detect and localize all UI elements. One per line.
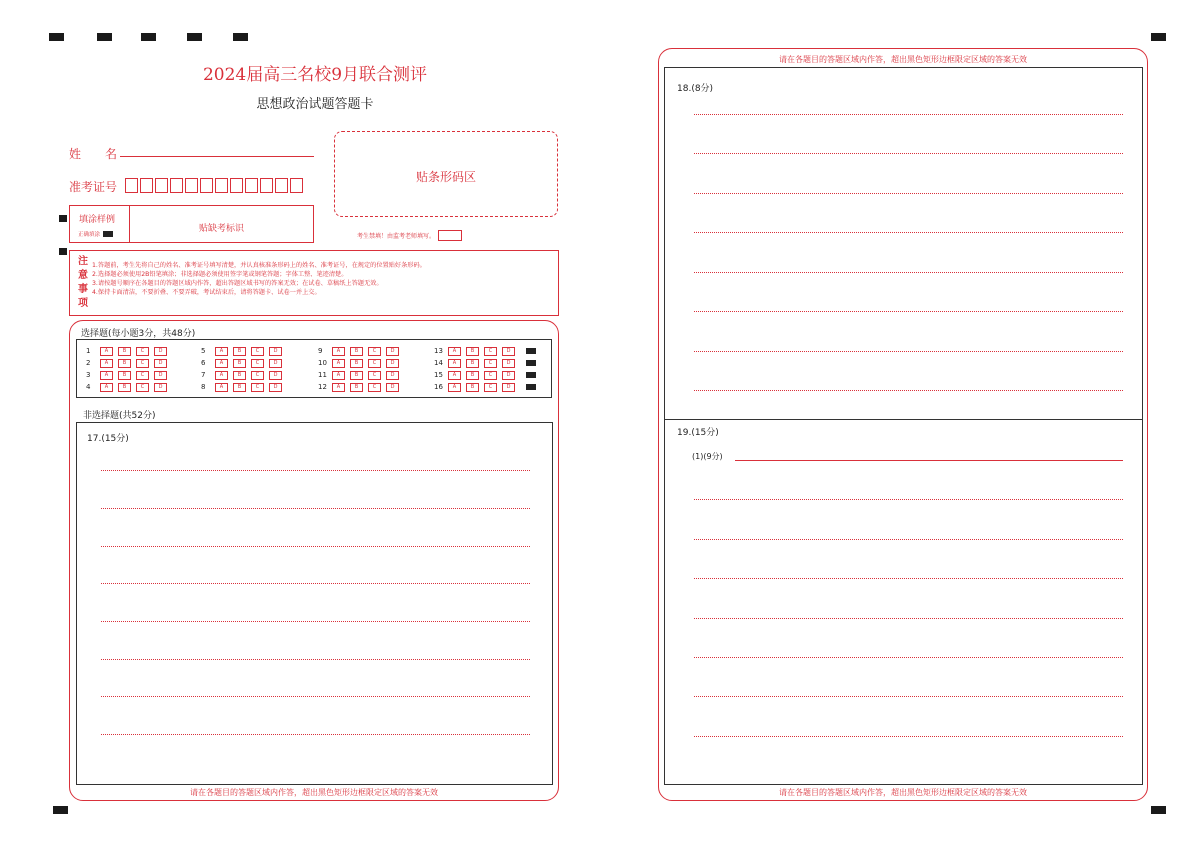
option-bubble[interactable]: A xyxy=(448,371,461,380)
option-bubble[interactable]: D xyxy=(386,359,399,368)
option-bubble[interactable]: C xyxy=(368,371,381,380)
choice-row xyxy=(434,382,536,392)
answer-line[interactable] xyxy=(101,583,530,584)
fill-sample-label: 填涂样例 xyxy=(79,215,116,225)
choice-row xyxy=(434,346,536,356)
id-cell[interactable] xyxy=(140,178,153,193)
option-bubble[interactable]: A xyxy=(100,383,113,392)
choice-row xyxy=(86,382,172,392)
registration-mark xyxy=(1151,33,1166,41)
timing-mark xyxy=(526,360,536,366)
option-bubble[interactable]: D xyxy=(269,383,282,392)
option-bubble[interactable]: A xyxy=(448,383,461,392)
choice-row xyxy=(318,370,404,380)
option-bubble[interactable]: D xyxy=(154,347,167,356)
registration-mark xyxy=(141,33,156,41)
notice-line: 4.保持卡面清洁，不要折叠、不要弄破，考试结束后，请将答题卡、试卷一并上交。 xyxy=(92,289,321,296)
question-number: 4 xyxy=(86,383,91,391)
choice-row xyxy=(318,346,404,356)
question-number: 9 xyxy=(318,347,323,355)
option-bubble[interactable]: B xyxy=(466,347,479,356)
answer-line[interactable] xyxy=(694,657,1123,658)
option-bubble[interactable]: B xyxy=(233,371,246,380)
id-cell[interactable] xyxy=(155,178,168,193)
answer-line[interactable] xyxy=(694,351,1123,352)
choice-row xyxy=(86,358,172,368)
registration-mark xyxy=(53,806,68,814)
notice-heading-char: 注 xyxy=(78,256,88,267)
absent-note-text: 考生禁填！由监考老师填写。 xyxy=(357,233,436,240)
q19-sub1-label: (1)(9分) xyxy=(692,452,723,461)
answer-line[interactable] xyxy=(694,272,1123,273)
option-bubble[interactable]: A xyxy=(332,383,345,392)
option-bubble[interactable]: A xyxy=(448,347,461,356)
name-label: 姓 名 xyxy=(69,147,118,161)
answer-line[interactable] xyxy=(101,696,530,697)
choice-row xyxy=(86,370,172,380)
option-bubble[interactable]: B xyxy=(118,359,131,368)
correct-fill-label xyxy=(78,230,113,238)
timing-mark xyxy=(526,372,536,378)
option-bubble[interactable]: B xyxy=(233,347,246,356)
answer-line[interactable] xyxy=(694,696,1123,697)
answer-line[interactable] xyxy=(101,659,530,660)
fill-sample-box xyxy=(69,205,314,243)
option-bubble[interactable]: D xyxy=(154,371,167,380)
option-bubble[interactable]: C xyxy=(368,347,381,356)
option-bubble[interactable]: D xyxy=(502,371,515,380)
filled-bubble-sample xyxy=(103,231,113,237)
q17-label: 17.(15分) xyxy=(87,434,129,444)
question-number: 3 xyxy=(86,371,91,379)
notice-heading xyxy=(78,255,90,311)
registration-mark xyxy=(187,33,202,41)
choice-row xyxy=(434,370,536,380)
registration-mark xyxy=(49,33,64,41)
answer-line[interactable] xyxy=(735,460,1123,461)
answer-line[interactable] xyxy=(694,311,1123,312)
option-bubble[interactable]: A xyxy=(332,347,345,356)
option-bubble[interactable]: A xyxy=(215,383,228,392)
option-bubble[interactable]: A xyxy=(215,359,228,368)
answer-line[interactable] xyxy=(101,508,530,509)
option-bubble[interactable]: A xyxy=(448,359,461,368)
option-bubble[interactable]: A xyxy=(332,359,345,368)
timing-mark xyxy=(526,348,536,354)
id-cell[interactable] xyxy=(125,178,138,193)
id-cell[interactable] xyxy=(170,178,183,193)
option-bubble[interactable]: A xyxy=(215,347,228,356)
option-bubble[interactable]: B xyxy=(233,383,246,392)
notice-line: 1.答题前，考生先将自己的姓名、准考证号填写清楚，并认真核准条形码上的姓名、准考证号，在规定的位置贴好条形码。 xyxy=(92,262,426,269)
notice-line: 2.选择题必须使用2B铅笔填涂；非选择题必须使用签字笔或钢笔答题；字体工整、笔迹清楚。 xyxy=(92,271,348,278)
question-number: 10 xyxy=(318,359,327,367)
option-bubble[interactable]: C xyxy=(136,371,149,380)
notice-box xyxy=(69,250,559,316)
choice-row xyxy=(201,358,287,368)
option-bubble[interactable]: C xyxy=(368,383,381,392)
option-bubble[interactable]: B xyxy=(466,359,479,368)
answer-line[interactable] xyxy=(101,621,530,622)
id-cells[interactable] xyxy=(125,178,305,193)
registration-mark xyxy=(1151,806,1166,814)
choice-row xyxy=(86,346,172,356)
option-bubble[interactable]: D xyxy=(386,371,399,380)
registration-mark xyxy=(59,215,67,222)
option-bubble[interactable]: B xyxy=(350,347,363,356)
option-bubble[interactable]: B xyxy=(118,347,131,356)
answer-line[interactable] xyxy=(694,232,1123,233)
notice-heading-char: 项 xyxy=(78,298,88,309)
barcode-area[interactable] xyxy=(334,131,558,217)
question-number: 14 xyxy=(434,359,443,367)
answer-line[interactable] xyxy=(694,736,1123,737)
choice-row xyxy=(318,358,404,368)
correct-fill-text: 正确填涂 xyxy=(78,232,101,238)
option-bubble[interactable]: A xyxy=(215,371,228,380)
option-bubble[interactable]: A xyxy=(100,359,113,368)
option-bubble[interactable]: D xyxy=(502,383,515,392)
option-bubble[interactable]: B xyxy=(466,371,479,380)
option-bubble[interactable]: C xyxy=(251,383,264,392)
answer-line[interactable] xyxy=(694,114,1123,115)
question-number: 13 xyxy=(434,347,443,355)
notice-heading-char: 事 xyxy=(78,284,88,295)
answer-line[interactable] xyxy=(101,546,530,547)
registration-mark xyxy=(59,248,67,255)
option-bubble[interactable]: B xyxy=(350,359,363,368)
left-footer-note: 请在各题目的答题区域内作答，超出黑色矩形边框限定区域的答案无效 xyxy=(190,788,438,797)
question-number: 7 xyxy=(201,371,206,379)
q19-label: 19.(15分) xyxy=(677,428,719,438)
card-subtitle: 思想政治试题答题卡 xyxy=(256,97,374,112)
question-number: 12 xyxy=(318,383,327,391)
option-bubble[interactable]: B xyxy=(118,371,131,380)
barcode-label: 贴条形码区 xyxy=(415,170,476,184)
choice-row xyxy=(201,382,287,392)
option-bubble[interactable]: C xyxy=(368,359,381,368)
right-header-note: 请在各题目的答题区域内作答，超出黑色矩形边框限定区域的答案无效 xyxy=(779,55,1027,64)
absent-note xyxy=(357,230,462,241)
question-number: 6 xyxy=(201,359,206,367)
option-bubble[interactable]: A xyxy=(100,347,113,356)
name-field[interactable] xyxy=(120,156,314,157)
answer-line[interactable] xyxy=(694,193,1123,194)
option-bubble[interactable]: C xyxy=(484,371,497,380)
question-number: 8 xyxy=(201,383,206,391)
q19-box xyxy=(664,419,1143,785)
id-cell[interactable] xyxy=(275,178,288,193)
option-bubble[interactable]: A xyxy=(100,371,113,380)
id-cell[interactable] xyxy=(185,178,198,193)
option-bubble[interactable]: D xyxy=(154,383,167,392)
q18-box xyxy=(664,67,1143,420)
registration-mark xyxy=(233,33,248,41)
option-bubble[interactable]: C xyxy=(484,383,497,392)
option-bubble[interactable]: D xyxy=(502,359,515,368)
answer-line[interactable] xyxy=(101,470,530,471)
choice-heading: 选择题(每小题3分，共48分) xyxy=(81,329,196,339)
option-bubble[interactable]: B xyxy=(350,371,363,380)
option-bubble[interactable]: B xyxy=(118,383,131,392)
option-bubble[interactable]: D xyxy=(386,347,399,356)
option-bubble[interactable]: B xyxy=(233,359,246,368)
q17-box xyxy=(76,422,553,785)
option-bubble[interactable]: B xyxy=(466,383,479,392)
option-bubble[interactable]: C xyxy=(136,383,149,392)
option-bubble[interactable]: D xyxy=(269,347,282,356)
option-bubble[interactable]: D xyxy=(502,347,515,356)
id-cell[interactable] xyxy=(230,178,243,193)
choice-row xyxy=(201,346,287,356)
answer-line[interactable] xyxy=(694,539,1123,540)
choice-row xyxy=(201,370,287,380)
notice-line: 3.请按题号顺序在各题目的答题区域内作答，超出答题区域书写的答案无效；在试卷、草稿纸上答题无效。 xyxy=(92,280,383,287)
id-cell[interactable] xyxy=(290,178,303,193)
answer-line[interactable] xyxy=(101,734,530,735)
option-bubble[interactable]: A xyxy=(332,371,345,380)
non-choice-heading: 非选择题(共52分) xyxy=(83,411,156,421)
answer-line[interactable] xyxy=(694,390,1123,391)
q18-label: 18.(8分) xyxy=(677,84,714,94)
answer-line[interactable] xyxy=(694,499,1123,500)
timing-mark xyxy=(526,384,536,390)
notice-heading-char: 意 xyxy=(78,270,88,281)
choice-row xyxy=(318,382,404,392)
question-number: 5 xyxy=(201,347,206,355)
question-number: 11 xyxy=(318,371,327,379)
exam-title: 2024届高三名校9月联合测评 xyxy=(202,65,428,85)
missing-exam-label: 贴缺考标识 xyxy=(198,224,244,234)
option-bubble[interactable]: C xyxy=(251,371,264,380)
question-number: 16 xyxy=(434,383,443,391)
option-bubble[interactable]: C xyxy=(251,359,264,368)
option-bubble[interactable]: B xyxy=(350,383,363,392)
registration-mark xyxy=(97,33,112,41)
option-bubble[interactable]: C xyxy=(484,347,497,356)
option-bubble[interactable]: C xyxy=(136,359,149,368)
answer-line[interactable] xyxy=(694,618,1123,619)
option-bubble[interactable]: D xyxy=(269,359,282,368)
id-label: 准考证号 xyxy=(69,180,118,194)
right-footer-note: 请在各题目的答题区域内作答，超出黑色矩形边框限定区域的答案无效 xyxy=(779,788,1027,797)
option-bubble[interactable]: D xyxy=(386,383,399,392)
question-number: 2 xyxy=(86,359,91,367)
question-number: 15 xyxy=(434,371,443,379)
option-bubble[interactable]: C xyxy=(484,359,497,368)
id-cell[interactable] xyxy=(200,178,213,193)
option-bubble[interactable]: D xyxy=(269,371,282,380)
option-bubble[interactable]: C xyxy=(136,347,149,356)
id-cell[interactable] xyxy=(245,178,258,193)
id-cell[interactable] xyxy=(260,178,273,193)
option-bubble[interactable]: C xyxy=(251,347,264,356)
answer-line[interactable] xyxy=(694,153,1123,154)
question-number: 1 xyxy=(86,347,91,355)
absent-box[interactable] xyxy=(438,230,462,241)
choice-row xyxy=(434,358,536,368)
answer-line[interactable] xyxy=(694,578,1123,579)
option-bubble[interactable]: D xyxy=(154,359,167,368)
id-cell[interactable] xyxy=(215,178,228,193)
